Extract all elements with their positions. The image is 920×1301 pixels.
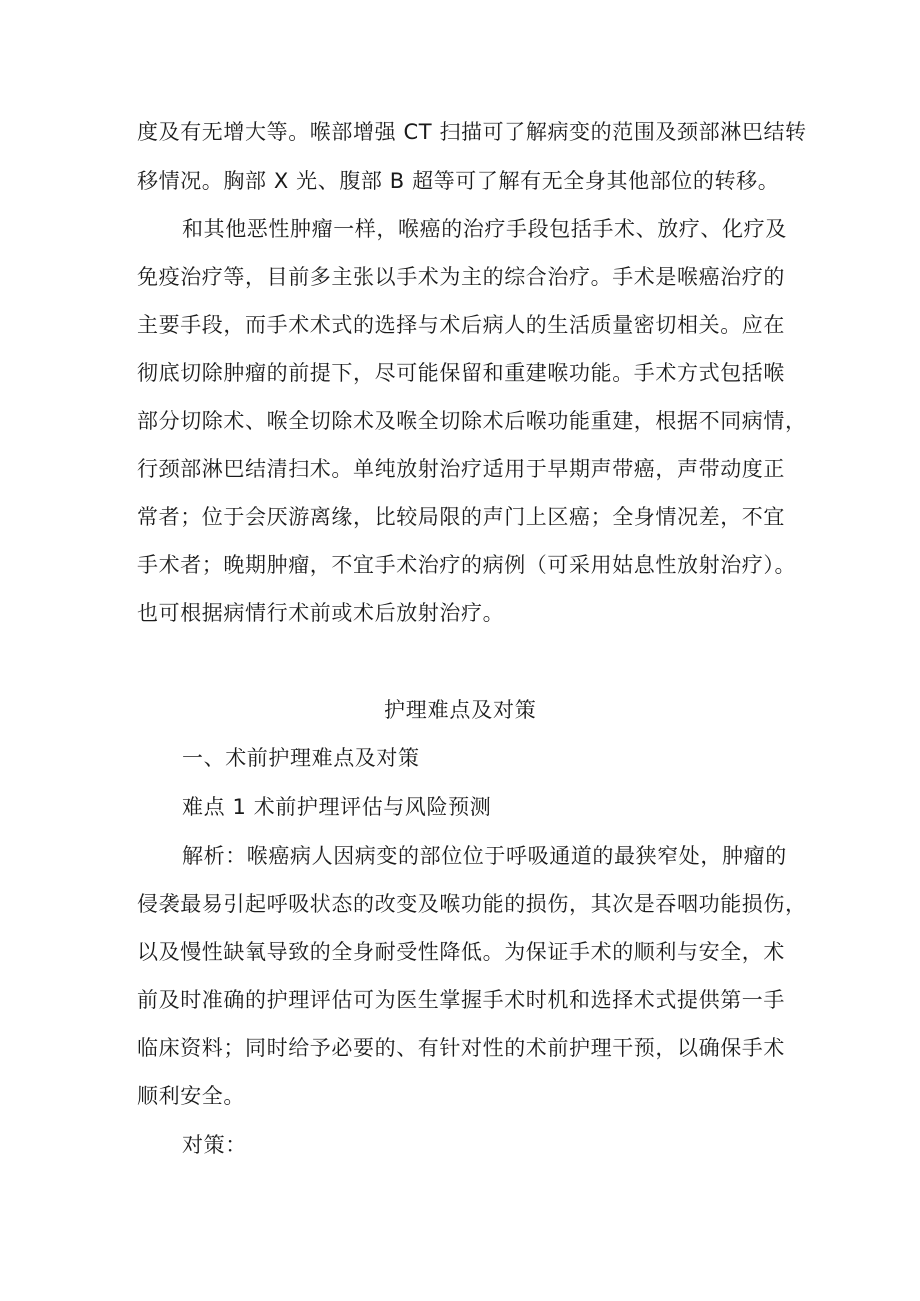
paragraph-3-line-5: 临床资料；同时给予必要的、有针对性的术前护理干预，以确保手术 (137, 1036, 785, 1060)
paragraph-3-line-1: 解析：喉癌病人因病变的部位位于呼吸通道的最狭窄处，肿瘤的 (182, 844, 787, 868)
paragraph-2-line-7: 常者；位于会厌游离缘，比较局限的声门上区癌；全身情况差，不宜 (137, 505, 785, 529)
section-title: 护理难点及对策 (384, 698, 537, 722)
subsection-title: 一、术前护理难点及对策 (182, 746, 420, 770)
paragraph-2-line-8: 手术者；晚期肿瘤，不宜手术治疗的病例（可采用姑息性放射治疗）。 (137, 553, 797, 577)
paragraph-3-line-2: 侵袭最易引起呼吸状态的改变及喉功能的损伤，其次是吞咽功能损伤， (137, 892, 807, 916)
paragraph-2-line-1: 和其他恶性肿瘤一样，喉癌的治疗手段包括手术、放疗、化疗及 (182, 217, 787, 241)
difficulty-title: 难点 1 术前护理评估与风险预测 (182, 795, 492, 819)
paragraph-3-line-4: 前及时准确的护理评估可为医生掌握手术时机和选择术式提供第一手 (137, 988, 785, 1012)
paragraph-1-line-1: 度及有无增大等。喉部增强 CT 扫描可了解病变的范围及颈部淋巴结转 (137, 120, 807, 144)
paragraph-2-line-4: 彻底切除肿瘤的前提下，尽可能保留和重建喉功能。手术方式包括喉 (137, 361, 785, 385)
countermeasure-label: 对策： (182, 1133, 247, 1157)
paragraph-2-line-3: 主要手段，而手术术式的选择与术后病人的生活质量密切相关。应在 (137, 313, 785, 337)
paragraph-2-line-2: 免疫治疗等，目前多主张以手术为主的综合治疗。手术是喉癌治疗的 (137, 265, 785, 289)
paragraph-2-line-6: 行颈部淋巴结清扫术。单纯放射治疗适用于早期声带癌，声带动度正 (137, 457, 785, 481)
paragraph-1-line-2: 移情况。胸部 X 光、腹部 B 超等可了解有无全身其他部位的转移。 (137, 169, 780, 193)
paragraph-2-line-9: 也可根据病情行术前或术后放射治疗。 (137, 601, 505, 625)
paragraph-3-line-6: 顺利安全。 (137, 1084, 245, 1108)
paragraph-3-line-3: 以及慢性缺氧导致的全身耐受性降低。为保证手术的顺利与安全，术 (137, 940, 785, 964)
paragraph-2-line-5: 部分切除术、喉全切除术及喉全切除术后喉功能重建，根据不同病情， (137, 409, 807, 433)
